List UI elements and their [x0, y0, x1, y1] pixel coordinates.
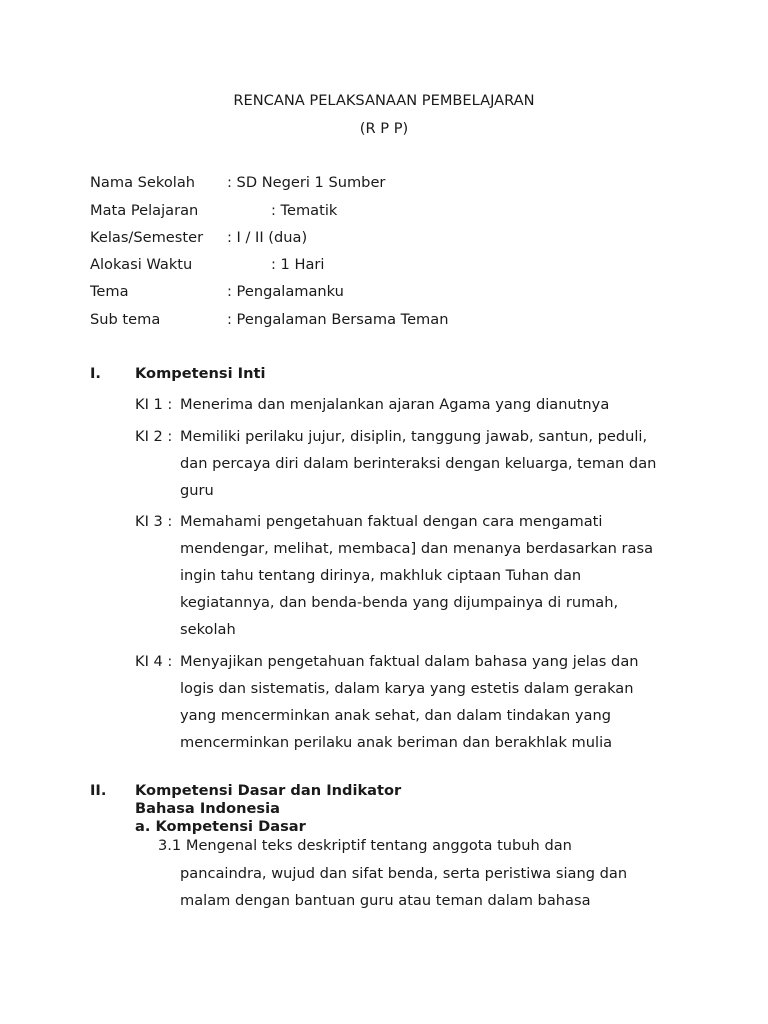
ki-1-label: KI 1 : — [135, 396, 173, 413]
ki-4-label: KI 4 : — [135, 653, 173, 670]
section-2-numeral: II. — [90, 782, 107, 799]
section-1-heading: Kompetensi Inti — [135, 365, 266, 382]
ki-2-line: guru — [180, 482, 214, 499]
identity-value-subtheme: : Pengalaman Bersama Teman — [227, 311, 449, 328]
section-2-sub-a: a. Kompetensi Dasar — [135, 818, 306, 835]
kd-line: pancaindra, wujud dan sifat benda, serta peristiwa siang dan — [180, 865, 628, 882]
ki-3-line: Memahami pengetahuan faktual dengan cara mengamati — [180, 513, 603, 530]
ki-4-line: mencerminkan perilaku anak beriman dan berakhlak mulia — [180, 734, 613, 751]
identity-label-school: Nama Sekolah — [90, 174, 196, 191]
identity-value-school: : SD Negeri 1 Sumber — [227, 174, 386, 191]
ki-1-line: Menerima dan menjalankan ajaran Agama yang dianutnya — [180, 396, 610, 413]
identity-label-time: Alokasi Waktu — [90, 256, 193, 273]
ki-3-line: sekolah — [180, 621, 236, 638]
ki-4-line: Menyajikan pengetahuan faktual dalam bahasa yang jelas dan — [180, 653, 639, 670]
ki-3-line: mendengar, melihat, membaca] dan menanya berdasarkan rasa — [180, 540, 654, 557]
ki-2-line: dan percaya diri dalam berinteraksi dengan keluarga, teman dan — [180, 455, 657, 472]
ki-3-label: KI 3 : — [135, 513, 173, 530]
section-2-heading: Kompetensi Dasar dan Indikator — [135, 782, 402, 799]
document-subtitle: (R P P) — [359, 120, 409, 137]
ki-2-line: Memiliki perilaku jujur, disiplin, tanggung jawab, santun, peduli, — [180, 428, 648, 445]
ki-3-line: ingin tahu tentang dirinya, makhluk ciptaan Tuhan dan — [180, 567, 582, 584]
identity-label-class: Kelas/Semester — [90, 229, 204, 246]
ki-4-line: logis dan sistematis, dalam karya yang estetis dalam gerakan — [180, 680, 634, 697]
ki-2-label: KI 2 : — [135, 428, 173, 445]
kd-line: 3.1 Mengenal teks deskriptif tentang anggota tubuh dan — [158, 837, 572, 854]
identity-value-theme: : Pengalamanku — [227, 283, 344, 300]
identity-value-time: : 1 Hari — [271, 256, 325, 273]
document-title: RENCANA PELAKSANAAN PEMBELAJARAN — [233, 92, 535, 109]
ki-4-line: yang mencerminkan anak sehat, dan dalam tindakan yang — [180, 707, 611, 724]
identity-value-class: : I / II (dua) — [227, 229, 308, 246]
identity-label-subject: Mata Pelajaran — [90, 202, 199, 219]
section-2-subject: Bahasa Indonesia — [135, 800, 280, 817]
identity-label-subtheme: Sub tema — [90, 311, 161, 328]
section-1-numeral: I. — [90, 365, 101, 382]
identity-value-subject: : Tematik — [271, 202, 338, 219]
ki-3-line: kegiatannya, dan benda-benda yang dijumpainya di rumah, — [180, 594, 619, 611]
kd-line: malam dengan bantuan guru atau teman dalam bahasa — [180, 892, 591, 909]
identity-label-theme: Tema — [90, 283, 129, 300]
